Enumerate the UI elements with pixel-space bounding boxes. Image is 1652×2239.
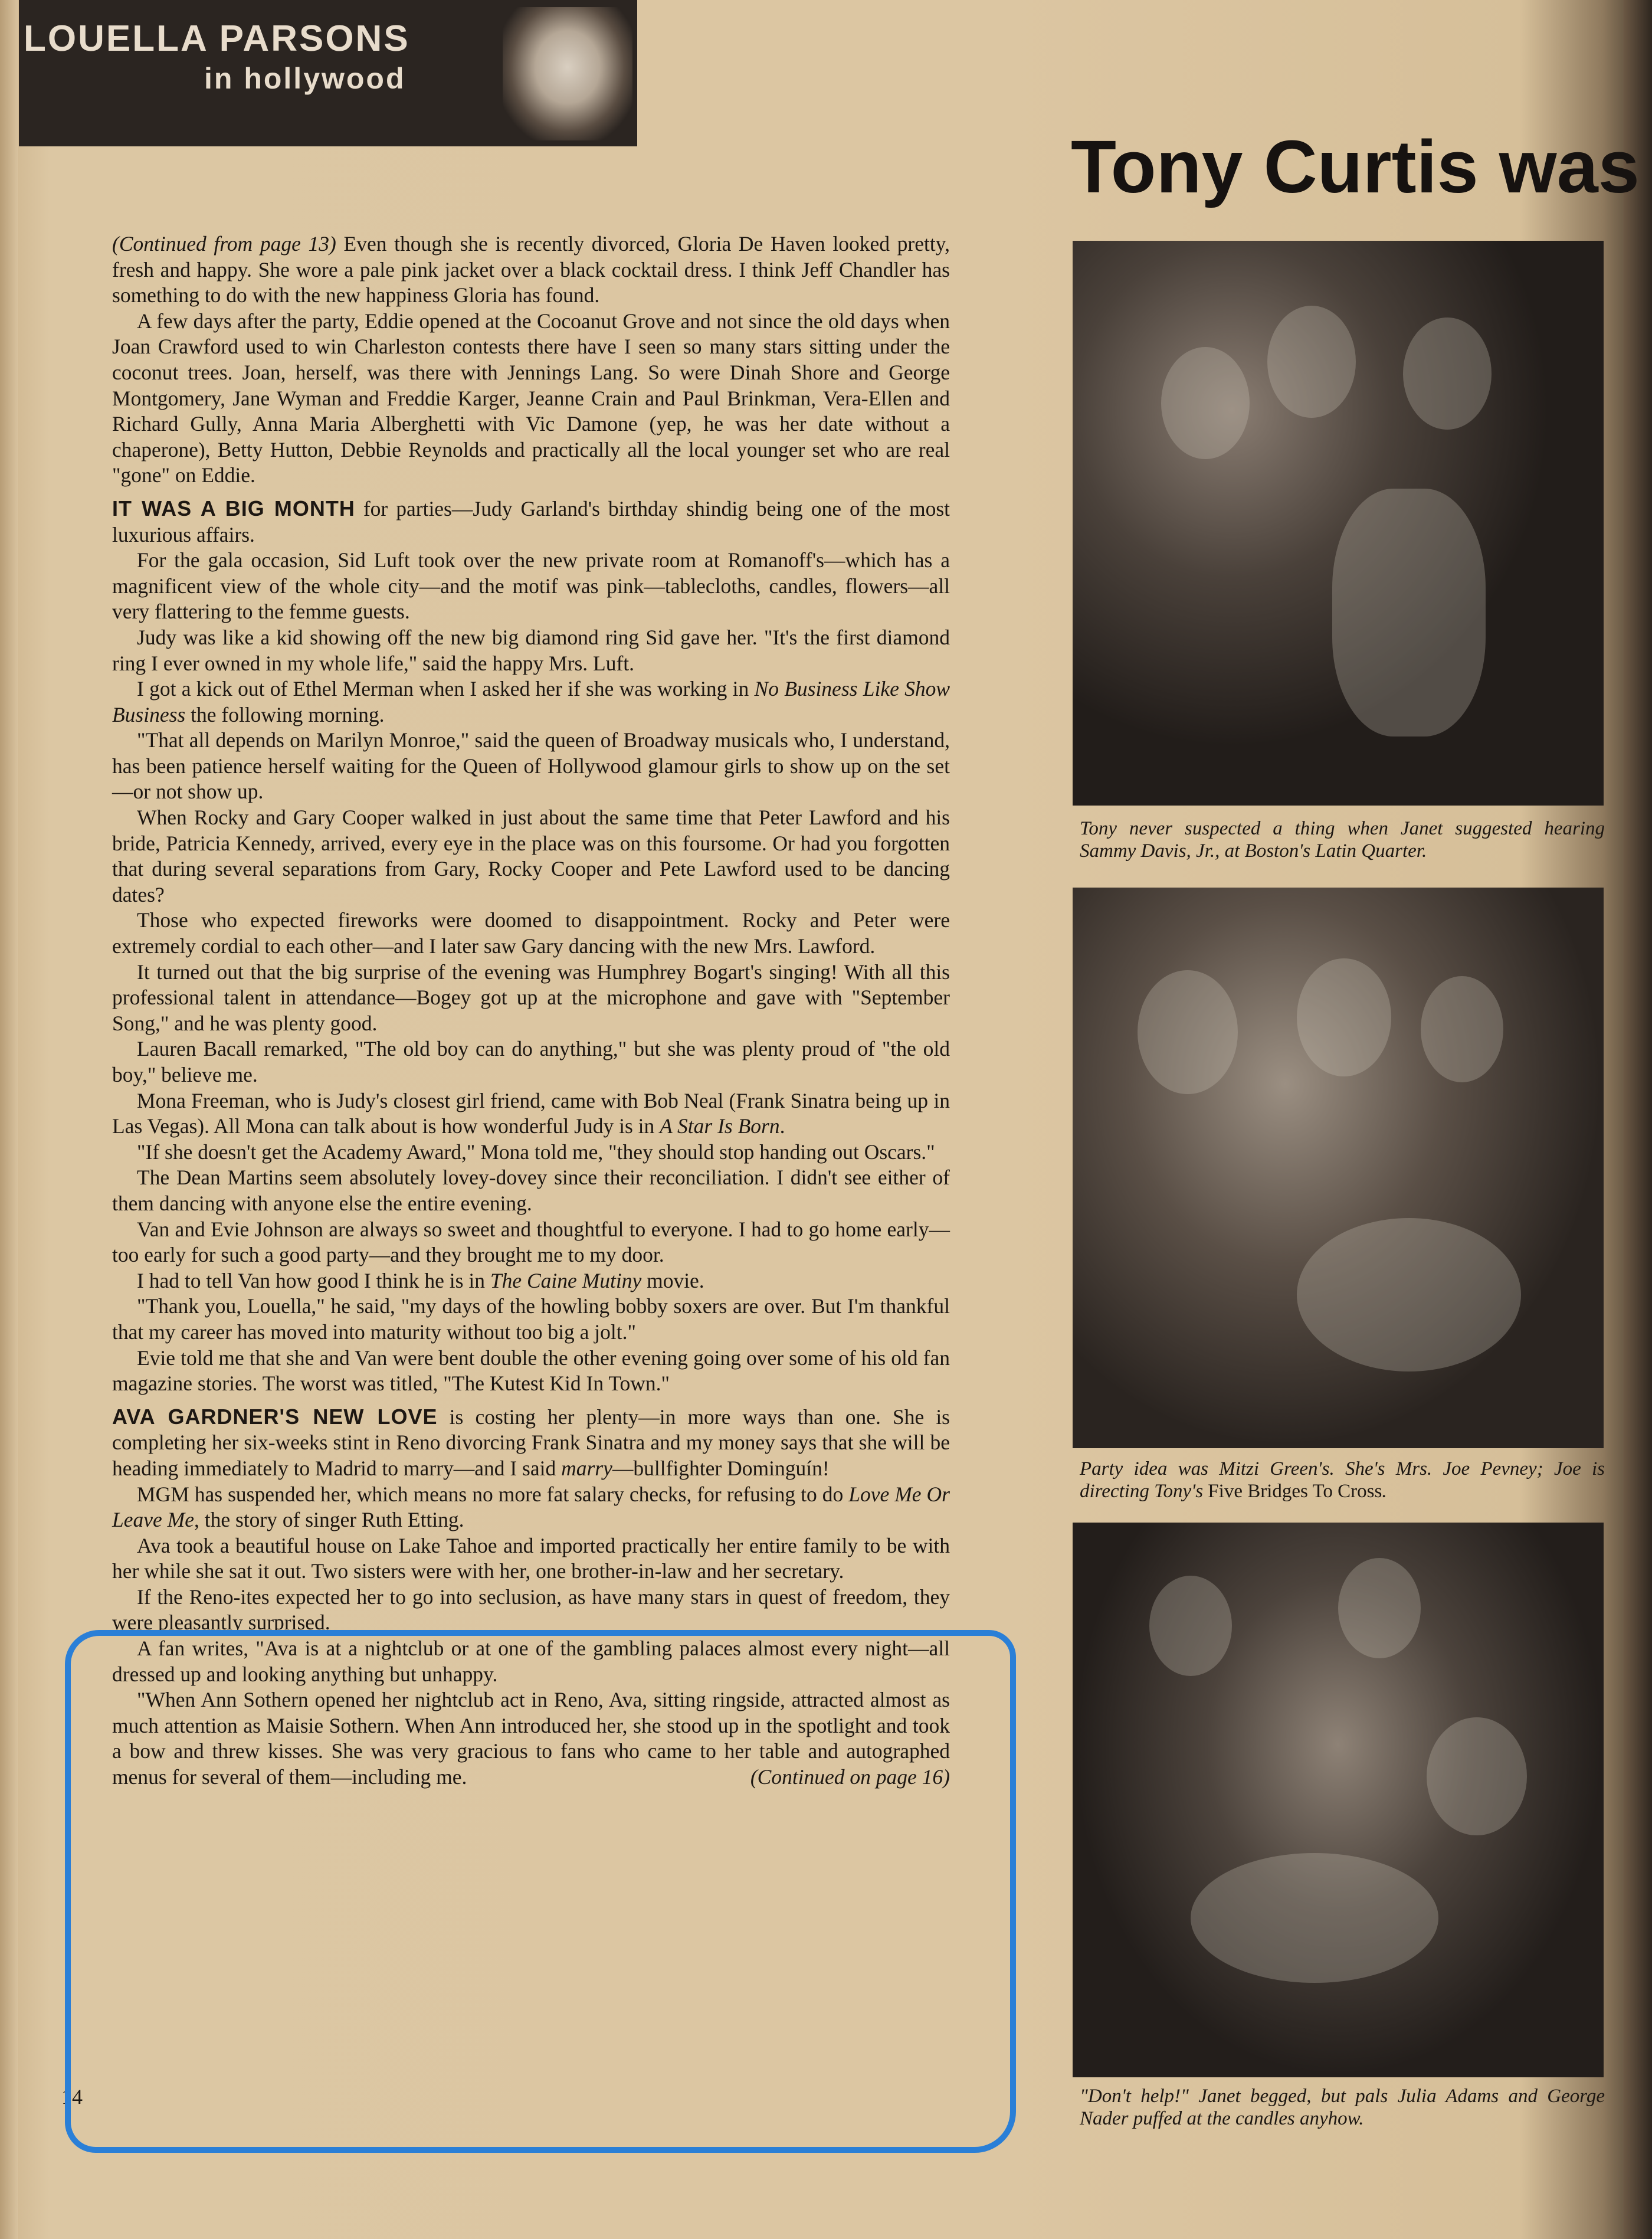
photo-candles-blown (1073, 1523, 1604, 2077)
section-lead-heading: IT WAS A BIG MONTH (112, 496, 355, 521)
page-headline: Tony Curtis was (1071, 125, 1640, 208)
page-number: 14 (61, 2085, 83, 2109)
photo-caption: Tony never suspected a thing when Janet suggested hearing Sammy Davis, Jr., at Boston's Latin Quarter. (1080, 818, 1605, 862)
film-title: The Caine Mutiny (490, 1268, 642, 1292)
film-title: Love Me Or Leave Me (112, 1482, 950, 1532)
article-paragraph: "That all depends on Marilyn Monroe," said the queen of Broadway musicals who, I understand, has been patience herself waiting for the Queen of Hollywood glamour girls to show up on the set—or not show up. (112, 728, 950, 804)
columnist-name: LOUELLA PARSONS (24, 18, 410, 59)
article-paragraph: I had to tell Van how good I think he is in The Caine Mutiny movie. (137, 1268, 704, 1292)
article-paragraph: Evie told me that she and Van were bent double the other evening going over some of his old fan magazine stories. The worst was titled, "The Kutest Kid In Town." (112, 1346, 950, 1396)
article-paragraph: Mona Freeman, who is Judy's closest girl friend, came with Bob Neal (Frank Sinatra being up in Las Vegas). All Mona can talk about is how wonderful Judy is in A Star Is Born. (112, 1088, 950, 1138)
article-paragraph: Van and Evie Johnson are always so sweet and thoughtful to everyone. I had to go home early—too early for such a good party—and they brought me to my door. (112, 1217, 950, 1267)
photo-tony-janet-sammy-davis (1073, 241, 1604, 806)
film-title: No Business Like Show Business (112, 677, 950, 726)
article-paragraph: "If she doesn't get the Academy Award," Mona told me, "they should stop handing out Oscars." (137, 1140, 935, 1164)
article-paragraph: A fan writes, "Ava is at a nightclub or at one of the gambling palaces almost every night—all dressed up and looking anything but unhappy. (112, 1636, 950, 1686)
section-big-month: IT WAS A BIG MONTH for parties—Judy Garland's birthday shindig being one of the most luxurious affairs. (112, 496, 950, 546)
article-body (112, 231, 950, 1790)
article-paragraph: "When Ann Sothern opened her nightclub act in Reno, Ava, sitting ringside, attracted almost as much attention as Maisie Sothern. When Ann introduced her, she stood up in the spotlight and took a bow and threw kisses. She was very gracious to fans who came to her table and autographed menus for several of them—including me. (Continued on page 16) (112, 1687, 950, 1790)
page-right-edge (1624, 0, 1652, 2239)
article-paragraph: If the Reno-ites expected her to go into seclusion, as have many stars in quest of freedom, they were pleasantly surprised. (112, 1585, 950, 1635)
article-paragraph: For the gala occasion, Sid Luft took over the new private room at Romanoff's—which has a magnificent view of the whole city—and the motif was pink—tablecloths, candles, flowers—all very flattering to the femme guests. (112, 548, 950, 624)
photo-caption: "Don't help!" Janet begged, but pals Julia Adams and George Nader puffed at the candles anyhow. (1080, 2086, 1605, 2129)
page-binding-edge (0, 0, 18, 2239)
section-ava-gardner: AVA GARDNER'S NEW LOVE is costing her plenty—in more ways than one. She is completing her six-weeks stint in Reno divorcing Frank Sinatra and my money says that she will be heading immediately to Madrid to marry—and I said marry—bullfighter Dominguín! (112, 1404, 950, 1480)
article-paragraph: Lauren Bacall remarked, "The old boy can do anything," but she was plenty proud of "the old boy," believe me. (112, 1037, 950, 1086)
columnist-portrait-photo (503, 7, 632, 140)
article-paragraph: Those who expected fireworks were doomed to disappointment. Rocky and Peter were extremely cordial to each other—and I later saw Gary dancing with the new Mrs. Lawford. (112, 908, 950, 958)
film-title: Five Bridges To Cross (1208, 1481, 1382, 1502)
photo-caption: Party idea was Mitzi Green's. She's Mrs. Joe Pevney; Joe is directing Tony's Five Bridges To Cross. (1080, 1458, 1605, 1502)
article-paragraph: (Continued from page 13) Even though she is recently divorced, Gloria De Haven looked pretty, fresh and happy. She wore a pale pink jacket over a black cocktail dress. I think Jeff Chandler has something to do with the new happiness Gloria has found. (112, 232, 950, 307)
article-paragraph: Ava took a beautiful house on Lake Tahoe and imported practically her entire family to be with her while she sat it out. Two sisters were with her, one brother-in-law and her secretary. (112, 1533, 950, 1583)
blue-highlight-annotation (65, 1630, 1016, 2153)
column-header (19, 0, 637, 146)
article-paragraph: I got a kick out of Ethel Merman when I asked her if she was working in No Business Like Show Business the following morning. (112, 677, 950, 726)
continued-on-note: (Continued on page 16) (750, 1765, 950, 1789)
article-paragraph: The Dean Martins seem absolutely lovey-dovey since their reconciliation. I didn't see either of them dancing with anyone else the entire evening. (112, 1166, 950, 1215)
article-paragraph: When Rocky and Gary Cooper walked in just about the same time that Peter Lawford and his bride, Patricia Kennedy, arrived, every eye in the place was on this foursome. Or had you forgotten that during several separations from Gary, Rocky Cooper and Pete Lawford used to be dancing dates? (112, 806, 950, 906)
article-paragraph: "Thank you, Louella," he said, "my days of the howling bobby soxers are over. But I'm thankful that my career has moved into maturity without too big a jolt." (112, 1294, 950, 1344)
article-paragraph: Judy was like a kid showing off the new big diamond ring Sid gave her. "It's the first diamond ring I ever owned in my whole life," said the happy Mrs. Luft. (112, 625, 950, 675)
continued-from-note: (Continued from page 13) (112, 232, 336, 256)
article-paragraph: A few days after the party, Eddie opened at the Cocoanut Grove and not since the old days when Joan Crawford used to win Charleston contests there have I seen so many stars sitting under the coconut trees. Joan, herself, was there with Jennings Lang. So were Dinah Shore and George Montgomery, Jane Wyman and Freddie Karger, Jeanne Crain and Paul Brinkman, Vera-Ellen and Richard Gully, Anna Maria Alberghetti with Vic Damone (yep, he was her date without a chaperone), Betty Hutton, Debbie Reynolds and practically all the local younger set who are real "gone" on Eddie. (112, 309, 950, 487)
film-title: A Star Is Born (660, 1114, 780, 1138)
column-subtitle: in hollywood (204, 62, 406, 95)
article-paragraph: It turned out that the big surprise of the evening was Humphrey Bogart's singing! With all this professional talent in attendance—Bogey got up at the microphone and gave with "September Song," and he was plenty good. (112, 960, 950, 1035)
article-paragraph: MGM has suspended her, which means no more fat salary checks, for refusing to do Love Me Or Leave Me, the story of singer Ruth Etting. (112, 1482, 950, 1532)
photo-party-table-cake (1073, 888, 1604, 1448)
section-lead-heading: AVA GARDNER'S NEW LOVE (112, 1404, 438, 1429)
